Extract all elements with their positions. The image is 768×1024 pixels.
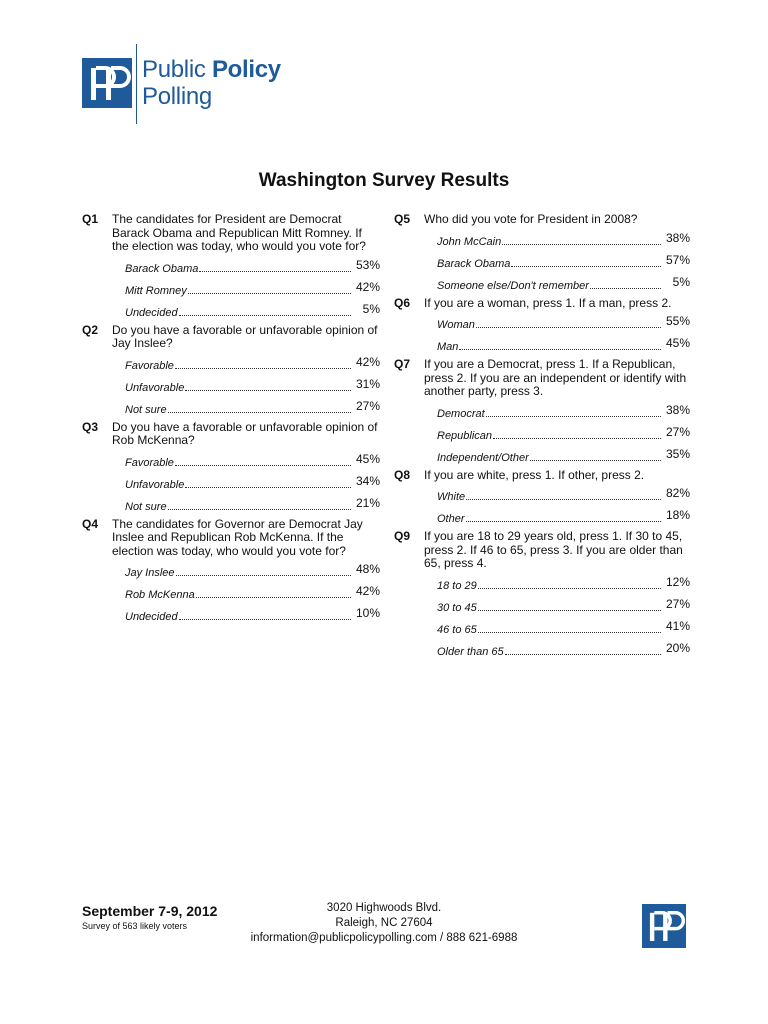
ppp-footer-logo-icon bbox=[642, 904, 686, 948]
answer-row bbox=[437, 446, 690, 465]
survey-sample: Survey of 563 likely voters bbox=[82, 921, 188, 931]
dot-leader bbox=[486, 416, 661, 417]
right-question-column bbox=[394, 213, 690, 659]
question-number: Q2 bbox=[82, 322, 99, 337]
answer-row bbox=[437, 402, 690, 421]
answer-percent: 5% bbox=[672, 274, 690, 289]
dot-leader bbox=[175, 368, 351, 369]
question-block bbox=[82, 518, 380, 625]
answer-row bbox=[437, 424, 690, 443]
dot-leader bbox=[199, 271, 351, 272]
answer-label: Undecided bbox=[125, 611, 178, 623]
answer-percent: 45% bbox=[665, 336, 690, 350]
answer-row bbox=[437, 230, 690, 249]
dot-leader bbox=[176, 575, 351, 576]
answer-label: Republican bbox=[437, 429, 493, 442]
question-row bbox=[394, 297, 690, 311]
question-row bbox=[394, 358, 690, 399]
answer-label: Favorable bbox=[125, 359, 174, 372]
answer-row bbox=[437, 640, 690, 659]
answer-label: Man bbox=[437, 341, 459, 353]
answer-row bbox=[125, 451, 380, 470]
contact-line: information@publicpolicypolling.com / 888 621-6988 bbox=[250, 932, 518, 944]
logo-word-public: Public bbox=[142, 56, 212, 83]
answer-row bbox=[125, 562, 380, 580]
question-number: Q7 bbox=[394, 357, 411, 371]
answer-percent: 82% bbox=[665, 486, 690, 500]
answer-percent: 5% bbox=[362, 301, 380, 316]
answer-label: John McCain bbox=[437, 235, 502, 248]
dot-leader bbox=[493, 438, 661, 439]
answer-percent: 27% bbox=[665, 596, 690, 611]
answer-label: Woman bbox=[437, 319, 475, 331]
answer-row bbox=[437, 252, 690, 271]
answer-percent: 38% bbox=[665, 402, 690, 417]
answer-label: Barack Obama bbox=[437, 257, 511, 270]
answer-percent: 27% bbox=[355, 398, 380, 413]
answer-label: Older than 65 bbox=[437, 645, 504, 658]
dot-leader bbox=[168, 509, 351, 510]
question-number: Q8 bbox=[394, 467, 411, 482]
answer-row bbox=[125, 473, 380, 492]
answer-row bbox=[125, 376, 380, 395]
answer-label: 18 to 29 bbox=[437, 579, 477, 592]
answer-percent: 31% bbox=[355, 376, 380, 391]
answer-label: Not sure bbox=[125, 500, 167, 513]
answer-row bbox=[437, 336, 690, 354]
dot-leader bbox=[476, 327, 661, 328]
question-number: Q5 bbox=[394, 212, 411, 226]
question-number: Q3 bbox=[82, 419, 99, 434]
left-question-column bbox=[82, 213, 380, 624]
answer-row bbox=[125, 606, 380, 624]
answer-row bbox=[437, 274, 690, 293]
question-row bbox=[394, 530, 690, 571]
answer-label: 46 to 65 bbox=[437, 623, 477, 636]
question-text: If you are white, press 1. If other, press 2. bbox=[424, 467, 645, 482]
question-number: Q6 bbox=[394, 295, 411, 310]
answer-row bbox=[437, 596, 690, 615]
answer-row bbox=[125, 584, 380, 602]
question-number: Q1 bbox=[82, 212, 99, 226]
dot-leader bbox=[188, 293, 351, 294]
question-row bbox=[82, 518, 380, 559]
question-block bbox=[394, 297, 690, 355]
answer-percent: 41% bbox=[665, 618, 690, 633]
ppp-logo-mark-icon bbox=[82, 58, 132, 108]
dot-leader bbox=[590, 288, 661, 289]
answer-row bbox=[125, 354, 380, 373]
dot-leader bbox=[175, 465, 351, 466]
question-row bbox=[394, 469, 690, 483]
answer-label: Mitt Romney bbox=[125, 284, 187, 297]
answer-row bbox=[437, 486, 690, 504]
answer-percent: 55% bbox=[665, 314, 690, 328]
dot-leader bbox=[179, 619, 351, 620]
answer-percent: 20% bbox=[665, 640, 690, 655]
answer-percent: 45% bbox=[355, 451, 380, 466]
dot-leader bbox=[511, 266, 661, 267]
page-title: Washington Survey Results bbox=[258, 170, 510, 191]
answer-percent: 35% bbox=[665, 446, 690, 461]
answer-row bbox=[125, 495, 380, 514]
answer-percent: 53% bbox=[355, 257, 380, 272]
answer-label: Independent/Other bbox=[437, 451, 529, 464]
logo-word-policy: Policy bbox=[211, 56, 281, 83]
question-text: Who did you vote for President in 2008? bbox=[424, 212, 638, 226]
dot-leader bbox=[478, 632, 661, 633]
answer-percent: 48% bbox=[355, 562, 380, 576]
question-text: If you are 18 to 29 years old, press 1. If 30 to 45, press 2. If 46 to 65, press 3. If you are older than 65, press 4. bbox=[424, 529, 683, 570]
question-text: If you are a woman, press 1. If a man, press 2. bbox=[424, 295, 672, 310]
question-row bbox=[82, 213, 380, 254]
answer-label: White bbox=[437, 491, 466, 503]
answer-label: Undecided bbox=[125, 306, 178, 319]
answer-label: 30 to 45 bbox=[437, 601, 477, 614]
logo-wordmark bbox=[142, 56, 281, 110]
answer-label: Rob McKenna bbox=[125, 589, 195, 601]
answer-percent: 57% bbox=[665, 252, 690, 267]
dot-leader bbox=[466, 499, 661, 500]
dot-leader bbox=[179, 315, 351, 316]
answer-percent: 42% bbox=[355, 279, 380, 294]
answer-label: Someone else/Don't remember bbox=[437, 279, 589, 292]
survey-date: September 7-9, 2012 bbox=[82, 903, 218, 919]
dot-leader bbox=[505, 654, 661, 655]
dot-leader bbox=[466, 521, 661, 522]
question-number: Q9 bbox=[394, 529, 411, 543]
question-block bbox=[394, 530, 690, 659]
dot-leader bbox=[185, 487, 351, 488]
dot-leader bbox=[478, 610, 661, 611]
answer-label: Not sure bbox=[125, 403, 167, 416]
answer-percent: 27% bbox=[665, 424, 690, 439]
question-block bbox=[394, 358, 690, 465]
question-row bbox=[394, 213, 690, 227]
question-text: The candidates for President are Democrat Barack Obama and Republican Mitt Romney. If the election was today, who would you vote for? bbox=[112, 212, 366, 253]
question-block bbox=[82, 324, 380, 417]
answer-percent: 10% bbox=[355, 606, 380, 620]
answer-label: Unfavorable bbox=[125, 381, 185, 394]
answer-label: Jay Inslee bbox=[125, 567, 175, 579]
dot-leader bbox=[196, 597, 351, 598]
answer-label: Favorable bbox=[125, 456, 174, 469]
answer-row bbox=[437, 314, 690, 332]
answer-row bbox=[125, 257, 380, 276]
question-text: The candidates for Governor are Democrat Jay Inslee and Republican Rob McKenna. If the election was today, who would you vote for? bbox=[112, 516, 363, 558]
answer-row bbox=[437, 618, 690, 637]
answer-label: Unfavorable bbox=[125, 478, 185, 491]
answer-percent: 38% bbox=[665, 230, 690, 245]
answer-percent: 12% bbox=[665, 574, 690, 589]
question-text: Do you have a favorable or unfavorable opinion of Rob McKenna? bbox=[112, 419, 378, 447]
logo-divider bbox=[136, 44, 137, 124]
question-block bbox=[82, 213, 380, 320]
address-line-2: Raleigh, NC 27604 bbox=[335, 917, 433, 929]
dot-leader bbox=[478, 588, 661, 589]
answer-percent: 18% bbox=[665, 508, 690, 522]
answer-label: Barack Obama bbox=[125, 262, 199, 275]
address-line-1: 3020 Highwoods Blvd. bbox=[326, 902, 442, 914]
answer-percent: 42% bbox=[355, 584, 380, 598]
dot-leader bbox=[530, 460, 661, 461]
dot-leader bbox=[168, 412, 351, 413]
question-block bbox=[394, 469, 690, 527]
dot-leader bbox=[459, 349, 661, 350]
answer-row bbox=[125, 301, 380, 320]
answer-row bbox=[125, 398, 380, 417]
answer-label: Democrat bbox=[437, 407, 485, 420]
contact-address bbox=[200, 901, 568, 946]
question-text: If you are a Democrat, press 1. If a Republican, press 2. If you are an independent or identify with another party, press 3. bbox=[424, 357, 687, 398]
answer-label: Other bbox=[437, 513, 465, 525]
question-block bbox=[82, 421, 380, 514]
logo-word-polling: Polling bbox=[142, 83, 212, 110]
question-row bbox=[82, 324, 380, 351]
question-block bbox=[394, 213, 690, 293]
answer-percent: 34% bbox=[355, 473, 380, 488]
answer-row bbox=[437, 574, 690, 593]
answer-percent: 42% bbox=[355, 354, 380, 369]
dot-leader bbox=[502, 244, 661, 245]
question-text: Do you have a favorable or unfavorable opinion of Jay Inslee? bbox=[112, 322, 378, 350]
question-row bbox=[82, 421, 380, 448]
answer-row bbox=[125, 279, 380, 298]
dot-leader bbox=[185, 390, 351, 391]
answer-percent: 21% bbox=[355, 495, 380, 510]
answer-row bbox=[437, 508, 690, 526]
question-number: Q4 bbox=[82, 516, 99, 531]
